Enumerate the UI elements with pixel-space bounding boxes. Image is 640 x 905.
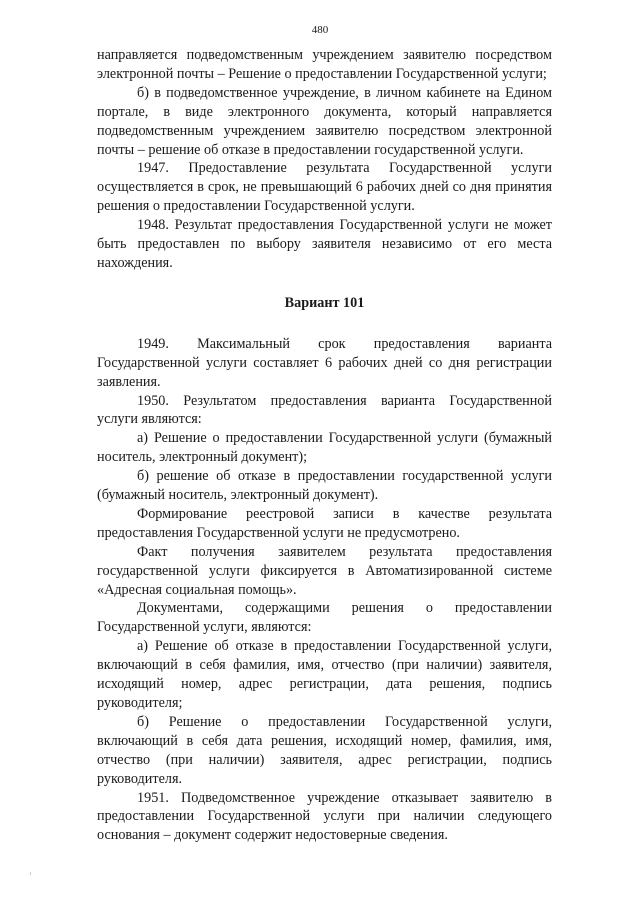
section-heading: Вариант 101 <box>284 294 365 311</box>
paragraph-registry-record: Формирование реестровой записи в качестве результата предоставления Государственной услуги не предусмотрено. <box>97 505 552 541</box>
paragraph-item-b-grant: б) Решение о предоставлении Государственной услуги, включающий в себя дата решения, исходящий номер, фамилия, имя, отчество (при наличии) заявителя, адрес регистрации, подпись руководителя. <box>97 713 552 787</box>
paragraph-1949: 1949. Максимальный срок предоставления варианта Государственной услуги составляет 6 рабочих дней со дня регистрации заявления. <box>97 335 552 390</box>
page-number: 480 <box>311 24 329 36</box>
paragraph-item-b-portal: б) в подведомственное учреждение, в личном кабинете на Едином портале, в виде электронного документа, который направляется подведомственным учреждением заявителю посредством электронной почты – решение об отказе в предоставлении государственной услуги. <box>97 84 552 158</box>
paragraph-1947: 1947. Предоставление результата Государственной услуги осуществляется в срок, не превышающий 6 рабочих дней со дня принятия решения о предоставлении Государственной услуги. <box>97 160 552 215</box>
document-body <box>97 46 552 845</box>
paragraph-1948: 1948. Результат предоставления Государственной услуги не может быть предоставлен по выбору заявителя независимо от его места нахождения. <box>97 217 552 271</box>
paragraph-1951: 1951. Подведомственное учреждение отказывает заявителю в предоставлении Государственной услуги при наличии следующего основания – документ содержит недостоверные сведения. <box>97 789 552 844</box>
paragraph-item-a-result: а) Решение о предоставлении Государственной услуги (бумажный носитель, электронный документ); <box>97 430 552 466</box>
paragraph-1950: 1950. Результатом предоставления варианта Государственной услуги являются: <box>97 392 552 428</box>
paragraph-item-b-result: б) решение об отказе в предоставлении государственной услуги (бумажный носитель, электронный документ). <box>97 468 552 504</box>
paragraph-continuation: направляется подведомственным учреждением заявителю посредством электронной почты – Решение о предоставлении Государственной услуги; <box>97 47 552 82</box>
scan-artifact <box>30 872 31 875</box>
paragraph-documents: Документами, содержащими решения о предоставлении Государственной услуги, являются: <box>97 600 552 636</box>
paragraph-fact-receipt: Факт получения заявителем результата предоставления государственной услуги фиксируется в Автоматизированной системе «Адресная социальная помощь». <box>97 543 552 598</box>
paragraph-item-a-refusal: а) Решение об отказе в предоставлении Государственной услуги, включающий в себя фамилия, имя, отчество (при наличии) заявителя, исходящий номер, адрес регистрации, дата решения, подпись руководителя; <box>97 638 552 711</box>
